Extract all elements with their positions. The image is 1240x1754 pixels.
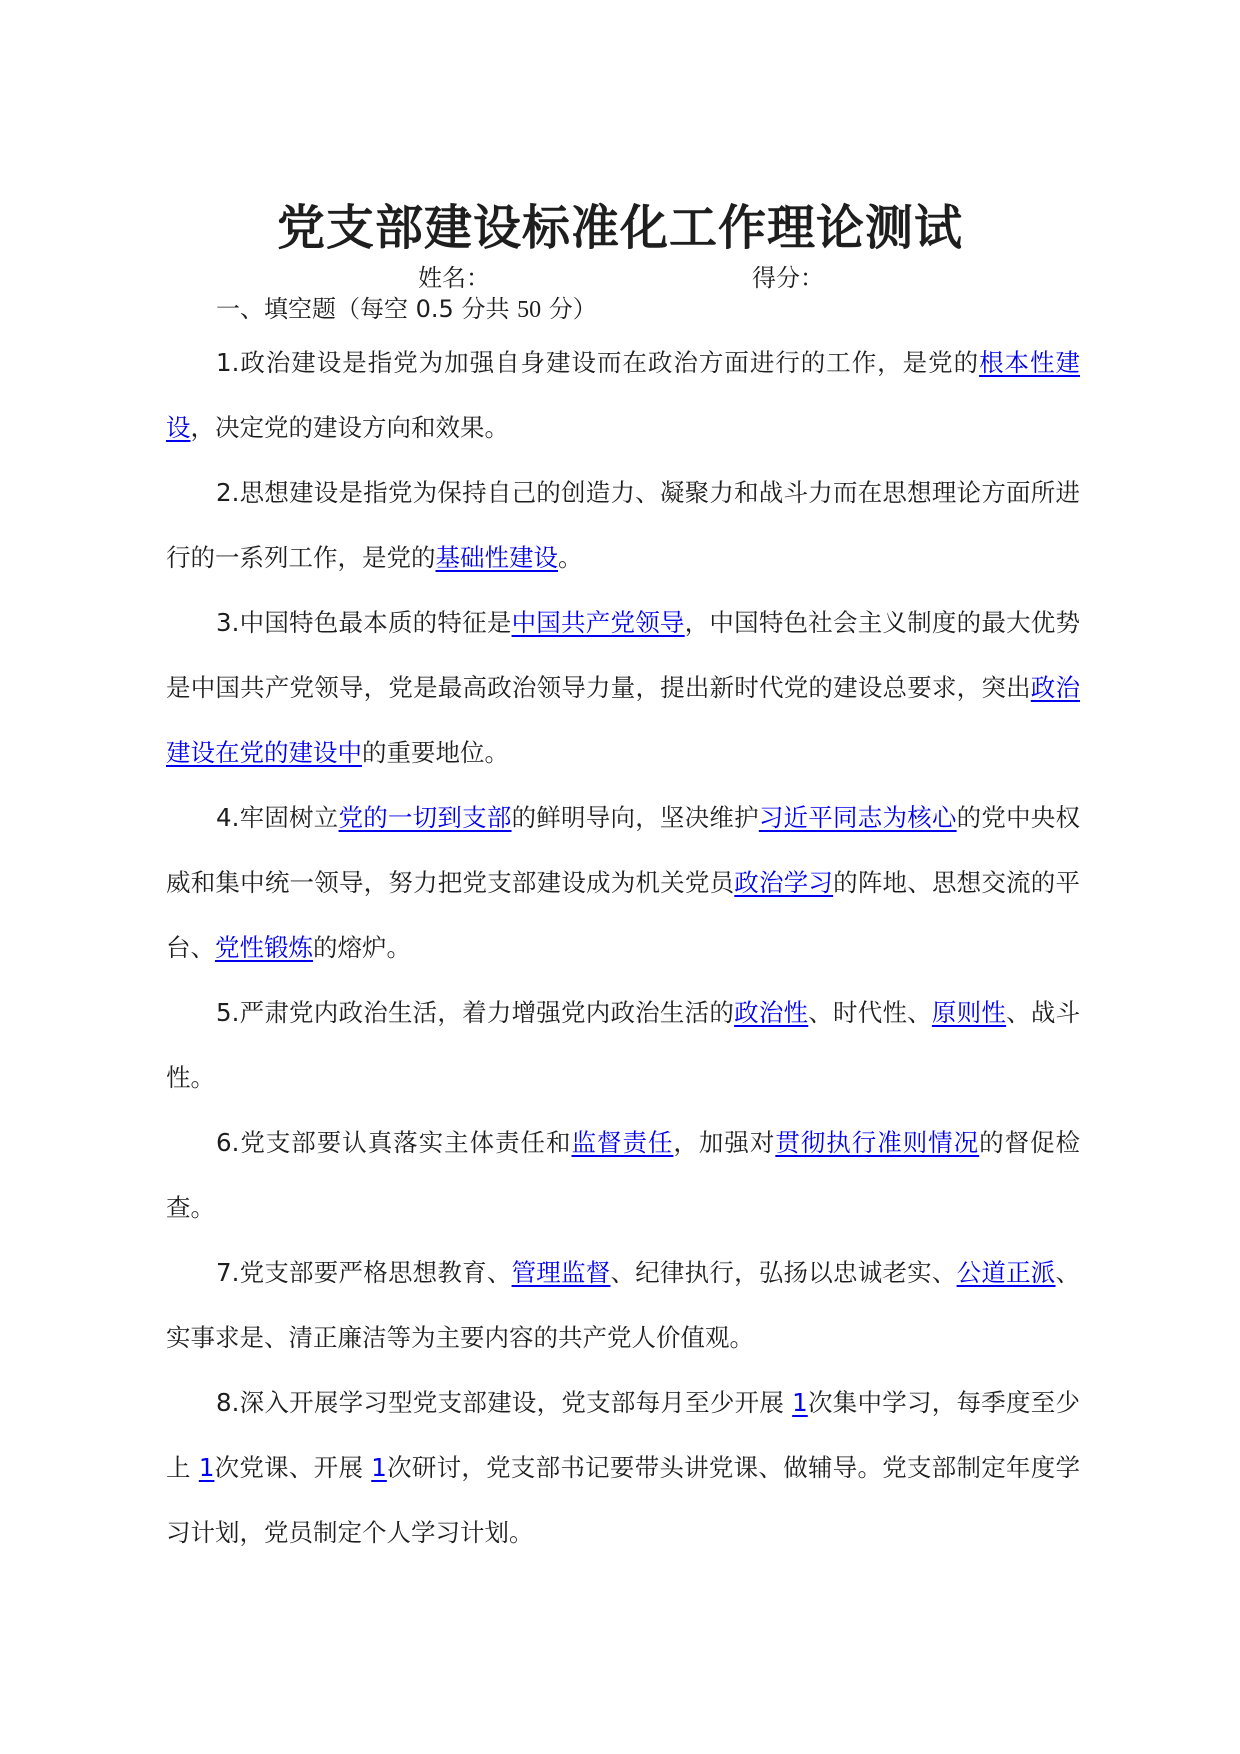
question-text: 8.深入开展学习型党支部建设，党支部每月至少开展 (216, 1388, 793, 1417)
answer-blank: 贯彻执行准则情况 (775, 1128, 980, 1157)
question-text: 的重要地位。 (362, 738, 509, 767)
section-heading (216, 292, 597, 327)
question-text: 、战斗性。 (166, 998, 1081, 1092)
question-text: 的督促检查。 (166, 1128, 1081, 1222)
question-1 (166, 330, 1080, 460)
section-prefix: 一、填空题（每空 (216, 295, 416, 323)
question-2 (166, 460, 1080, 590)
question-text: 、实事求是、清正廉洁等为主要内容的共产党人价值观。 (166, 1258, 1081, 1352)
section-suffix: 分） (541, 295, 597, 323)
answer-blank: 1 (792, 1388, 808, 1417)
answer-blank: 政治性 (734, 998, 809, 1027)
question-text: 1.政治建设是指党为加强自身建设而在政治方面进行的工作，是党的 (216, 348, 980, 377)
question-text: 的党中央权威和集中统一领导，努力把党支部建设成为机关党员 (166, 803, 1081, 897)
question-text: 2.思想建设是指党为保持自己的创造力、凝聚力和战斗力而在思想理论方面所进行的一系列工作，是党的 (166, 478, 1080, 572)
question-text: 的阵地、思想交流的平台、 (166, 868, 1081, 962)
score-label: 得分： (752, 264, 824, 292)
question-text: 7.党支部要严格思想教育、 (216, 1258, 512, 1287)
question-text: 、时代性、 (808, 998, 932, 1027)
answer-blank: 监督责任 (571, 1128, 674, 1157)
answer-blank: 中国共产党领导 (511, 608, 685, 637)
question-text: 次集中学习，每季度至少上 (166, 1388, 1080, 1482)
answer-blank: 1 (371, 1453, 387, 1482)
question-text: 次研讨，党支部书记要带头讲党课、做辅导。党支部制定年度学习计划，党员制定个人学习计划。 (166, 1453, 1081, 1547)
question-text: 。 (558, 543, 583, 572)
question-text: 4.牢固树立 (216, 803, 339, 832)
question-text: ，决定党的建设方向和效果。 (190, 413, 509, 442)
section-points-each: 0.5 (415, 295, 454, 323)
answer-blank: 政治学习 (734, 868, 834, 897)
question-4 (166, 785, 1080, 980)
question-7 (166, 1240, 1080, 1370)
question-text: ，中国特色社会主义制度的最大优势是中国共产党领导，党是最高政治领导力量，提出新时代党的建设总要求，突出 (166, 608, 1081, 702)
question-text: 次党课、开展 (214, 1453, 372, 1482)
question-text: 3.中国特色最本质的特征是 (216, 608, 512, 637)
answer-blank: 党的一切到支部 (338, 803, 512, 832)
answer-blank: 管理监督 (511, 1258, 611, 1287)
question-text: 5.严肃党内政治生活，着力增强党内政治生活的 (216, 998, 735, 1027)
section-middle: 分共 (453, 295, 518, 323)
answer-blank: 根本性建设 (166, 348, 1080, 442)
question-text: 、纪律执行，弘扬以忠诚老实、 (610, 1258, 957, 1287)
question-text: 的鲜明导向，坚决维护 (511, 803, 759, 832)
answer-blank: 党性锻炼 (215, 933, 313, 962)
answer-blank: 习近平同志为核心 (758, 803, 957, 832)
answer-blank: 基础性建设 (435, 543, 558, 572)
answer-blank: 原则性 (931, 998, 1007, 1027)
question-text: 6.党支部要认真落实主体责任和 (216, 1128, 572, 1157)
question-3 (166, 590, 1080, 785)
question-text: ，加强对 (673, 1128, 776, 1157)
question-list (166, 330, 1080, 1565)
answer-blank: 1 (198, 1453, 215, 1482)
question-5 (166, 980, 1080, 1110)
answer-blank: 政治建设在党的建设中 (166, 673, 1081, 767)
section-total: 50 (517, 297, 542, 323)
question-6 (166, 1110, 1080, 1240)
question-text: 的熔炉。 (313, 933, 411, 962)
page-title: 党支部建设标准化工作理论测试 (276, 200, 963, 256)
name-label: 姓名： (418, 264, 490, 292)
answer-blank: 公道正派 (956, 1258, 1056, 1287)
question-8 (166, 1370, 1080, 1565)
